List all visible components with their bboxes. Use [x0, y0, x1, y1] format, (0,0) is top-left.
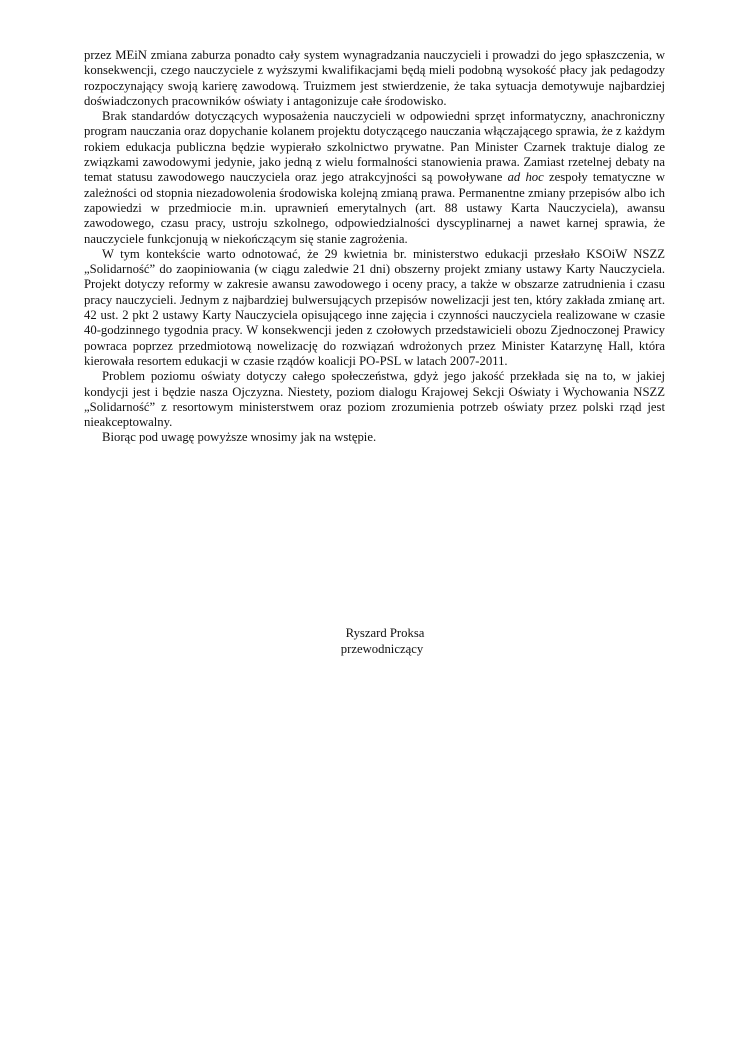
latin-phrase: ad hoc: [507, 170, 544, 185]
paragraph-standards-text-1: Brak standardów dotyczących wyposażenia nauczycieli w odpowiedni sprzęt informatyczny, anachroniczny program nauczania oraz dopychanie kolanem projektu dotyczącego nauczania włączającego sprawia, że z każdym rokiem edukacja publiczna będzie wypierało szkolnictwo prywatne. Pan Minister Czarnek traktuje dialog ze związkami zawodowymi jedynie, jako jedną z wielu formalności stanowienia prawa. Zamiast rzetelnej debaty na temat statusu zawodowego nauczyciela oraz jego atrakcyjności są powoływane: [84, 109, 665, 185]
paragraph-salary-system: przez MEiN zmiana zaburza ponadto cały system wynagradzania nauczycieli i prowadzi do jego spłaszczenia, w konsekwencji, czego nauczyciele z wyższymi kwalifikacjami będą mieli podobną wysokość płacy jak pedagodzy rozpoczynający swoją karierę zawodową. Truizmem jest stwierdzenie, że taka sytuacja demotywuje najbardziej doświadczonych pracowników oświaty i antagonizuje całe środowisko.: [84, 48, 665, 108]
signatory-name: Ryszard Proksa: [345, 626, 425, 640]
paragraph-closing: Biorąc pod uwagę powyższe wnosimy jak na wstępie.: [102, 430, 377, 445]
letter-body: [84, 48, 665, 446]
paragraph-teacher-charter-project: W tym kontekście warto odnotować, że 29 kwietnia br. ministerstwo edukacji przesłało KSOiW NSZZ „Solidarność” do zaopiniowania (w ciągu zaledwie 21 dni) obszerny projekt zmiany ustawy Karty Nauczyciela. Projekt dotyczy reformy w zakresie awansu zawodowego i oceny pracy, a także w obszarze zatrudnienia i czasu pracy nauczycieli. Jednym z najbardziej bulwersujących przepisów nowelizacji jest ten, który zakłada zmianę art. 42 ust. 2 pkt 2 ustawy Karty Nauczyciela opisującego inne zajęcia i czynności nauczyciela realizowane w czasie 40-godzinnego tygodnia pracy. W konsekwencji jeden z czołowych przedstawicieli obozu Zjednoczonej Prawicy powraca poprzez przedmiotową nowelizację do rozwiązań wdrożonych przez Minister Katarzynę Hall, która kierowała resortem edukacji w czasie rządów koalicji PO-PSL w latach 2007-2011.: [84, 246, 665, 368]
paragraph-standards-text-2: zespoły tematyczne w zależności od stopnia niezadowolenia środowiska kolejną zmianą prawa. Permanentne zmiany przepisów albo ich zapowiedzi w przedmiocie m.in. uprawnień emerytalnych (art. 88 ustawy Karta Nauczyciela), awansu zawodowego, czasu pracy, ustroju szkolnego, odpowiedzialności dyscyplinarnej a nawet karnej sprawia, że nauczyciele funkcjonują w niekończącym się stanie zagrożenia.: [84, 170, 665, 246]
paragraph-standards: [84, 109, 665, 247]
signatory-role: przewodniczący: [340, 642, 424, 656]
signature-block: [0, 625, 750, 657]
paragraph-education-level: Problem poziomu oświaty dotyczy całego społeczeństwa, gdyż jego jakość przekłada się na to, w jakiej kondycji jest i będzie nasza Ojczyzna. Niestety, poziom dialogu Krajowej Sekcji Oświaty i Wychowania NSZZ „Solidarność” z resortowym ministerstwem oraz poziom zrozumienia potrzeb oświaty przez polski rząd jest nieakceptowalny.: [84, 369, 665, 430]
